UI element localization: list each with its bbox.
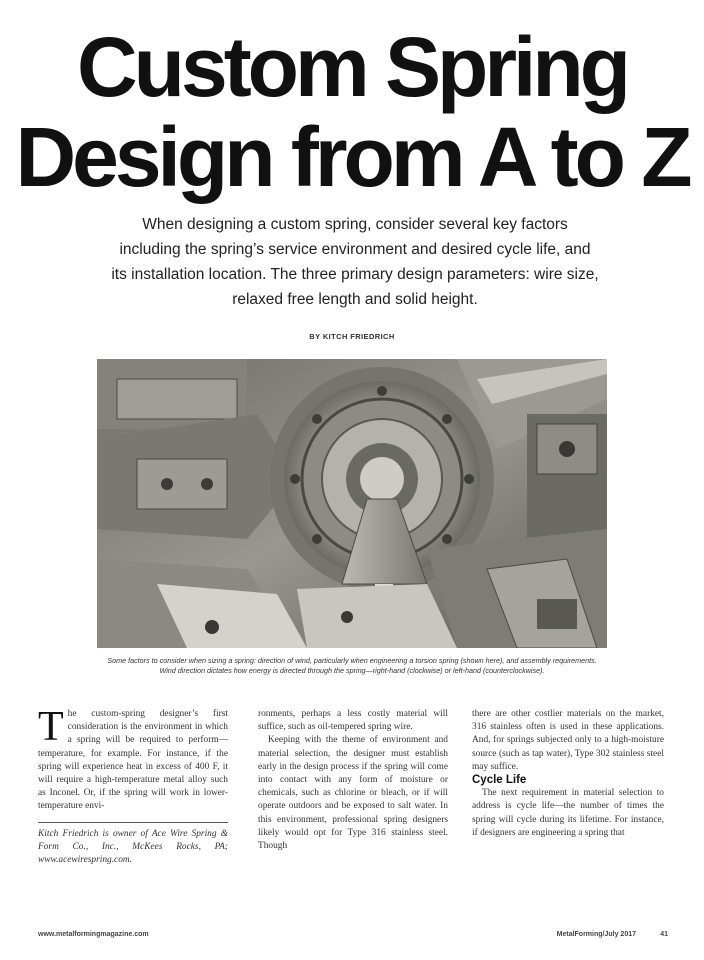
bio-divider xyxy=(38,822,228,823)
section-subhead: Cycle Life xyxy=(472,774,527,787)
drop-cap: T xyxy=(38,704,64,750)
byline: BY KITCH FRIEDRICH xyxy=(309,332,395,341)
body-paragraph xyxy=(38,704,228,814)
body-text: he custom-spring designer’s first consideration is the environment in which a spring will be required to perform—temperature, for example. For instance, if the spring will experience heat in excess of 400 F, it will require a high-temperature metal alloy such as Inconel. Or, if the spring will work in lower-temperature envi- xyxy=(38,709,228,812)
body-paragraph: The next requirement in material selection to address is cycle life—the number of times the spring will cycle during its lifetime. For instance, if designers are engineering a spring that xyxy=(472,788,664,838)
torsion-spring-machine-photo xyxy=(97,359,607,648)
article-dek: When designing a custom spring, consider several key factors including the spring’s service environment and desired cycle life, and its installation location. The three primary design parameters: wire size, relaxed free length and solid height. xyxy=(111,216,599,308)
author-bio: Kitch Friedrich is owner of Ace Wire Spring & Form Co., Inc., McKees Rocks, PA; www.acewirespring.com. xyxy=(38,828,228,866)
body-paragraph: Keeping with the theme of environment and material selection, the designer must establish early in the design process if the spring will come into contact with any form of moisture or chemicals, such as chlorine or bleach, or if will operate outdoors and be exposed to salt water. In this environment, professional spring designers likely would opt for Type 316 stainless steel. Though xyxy=(258,735,448,852)
body-paragraph: there are other costlier materials on the market, 316 stainless often is used in these applications. And, for springs subjected only to a high-moisture source (such as tap water), Type 302 stainless steel may suffice. xyxy=(472,709,664,772)
title-line-1: Custom Spring xyxy=(77,20,627,114)
photo-caption: Some factors to consider when sizing a spring: direction of wind, particularly when engineering a torsion spring (shown here), and assembly requirements. Wind direction dictates how energy is directed through the spring—right-hand (clockwise) or left-hand (counterclockwise). xyxy=(107,656,597,675)
footer-issue: MetalForming/July 2017 xyxy=(556,931,636,938)
title-line-2: Design from A to Z xyxy=(15,110,689,204)
page-number: 41 xyxy=(660,931,668,938)
body-column-2 xyxy=(258,708,448,853)
article-title xyxy=(0,22,704,202)
body-paragraph: ronments, perhaps a less costly material will suffice, such as oil-tempered spring wire. xyxy=(258,709,448,733)
body-column-3 xyxy=(472,708,664,840)
page-footer xyxy=(38,931,668,943)
body-column-1 xyxy=(38,704,228,867)
footer-website: www.metalformingmagazine.com xyxy=(38,931,149,938)
